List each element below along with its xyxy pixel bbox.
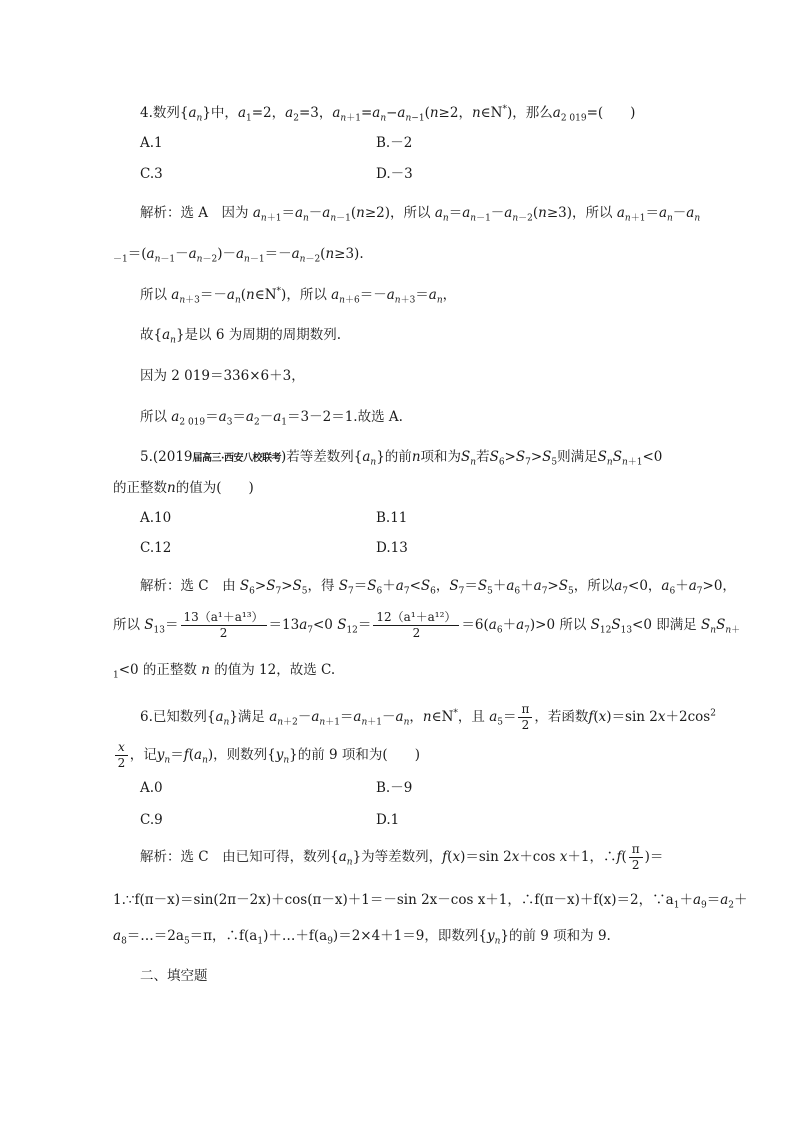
q4-solution-line-1: 解析：选 A 因为 $a_{n+1}=a_n-a_{n-1}(n\ge 2)$，所以 $a_n=a_{n-1}-a_{n-2}(n\ge 3)$，所以 $a_{n+1}=a_n-a_n$ xyxy=(140,205,701,224)
q4-solution-line-5: 因为 2 019＝336×6＋3， xyxy=(140,368,305,384)
fraction-pi-over-2-b: $\frac{\pi}{2}$ xyxy=(629,842,643,873)
q5-stem-line-1: 5.(2019届高三·西安八校联考)若等差数列$\{a_n\}$的前n项和为$S_n$若$S_6>S_7>S_5$则满足$S_nS_{n+1}<0$ xyxy=(140,449,663,468)
q5-solution-line-1: 解析：选 C 由 $S_6>S_7>S_5$，得 $S_7=S_6+a_7<S_6$，$S_7=S_5+a_6+a_7>S_5$，所以$a_7<0$，$a_6+a_7>0$， xyxy=(140,578,736,597)
q5-option-a: A.10 xyxy=(140,510,172,526)
fraction-13: $\frac{\text{13（a¹＋a¹³）}}{2}$ xyxy=(181,610,267,641)
q4-option-b: B.－2 xyxy=(376,135,413,151)
q4-option-a: A.1 xyxy=(140,135,163,151)
q5-source: 届高三·西安八校联考 xyxy=(192,453,281,464)
q4-option-d: D.－3 xyxy=(376,166,413,182)
q5-option-b: B.11 xyxy=(376,510,408,526)
fraction-pi-over-2: $\frac{\pi}{2}$ xyxy=(518,702,532,733)
q6-option-c: C.9 xyxy=(140,812,163,828)
q4-solution-line-4: 故$\{a_n\}$是以 6 为周期的周期数列. xyxy=(140,327,342,346)
fraction-x-over-2: $\frac{x}{2}$ xyxy=(115,740,128,771)
q6-solution-line-1: 解析：选 C 由已知可得，数列$\{a_n\}$为等差数列，f(x)＝sin 2x＋cos x＋1，∴f( $\frac{\pi}{2}$ )＝ xyxy=(140,842,664,872)
q5-option-d: D.13 xyxy=(376,540,408,556)
q6-stem-line-2: $\frac{x}{2}$ ，记$y_n=f(a_n)$，则数列$\{y_n\}$的前 9 项和为( ) xyxy=(113,738,420,772)
q4-solution-line-2: $_{-1}=(a_{n-1}-a_{n-2})-a_{n-1}=-a_{n-2}(n\ge 3)$. xyxy=(113,246,364,265)
q4-solution-line-3: 所以 $a_{n+3}=-a_n(n\in N^*)$，所以 $a_{n+6}=-a_{n+3}=a_n$， xyxy=(140,286,457,306)
q6-option-a: A.0 xyxy=(140,780,163,796)
q6-option-b: B.－9 xyxy=(376,780,413,796)
fraction-12: $\frac{\text{12（a¹＋a¹²）}}{2}$ xyxy=(373,610,459,641)
q6-option-d: D.1 xyxy=(376,812,400,828)
section-title: 二、填空题 xyxy=(140,968,208,984)
q5-solution-line-3: $_1$<0 的正整数 n 的值为 12，故选 C. xyxy=(113,662,336,681)
q6-stem-line-1: 6.已知数列$\{a_n\}$满足 $a_{n+2}-a_{n+1}=a_{n+1}-a_n$，n∈N*，且 $a_5=$ $\frac{\pi}{2}$ ，若函数f(x)＝sin $2x+2\cos^2$ xyxy=(140,702,716,732)
q5-option-c: C.12 xyxy=(140,540,172,556)
q6-solution-line-3: $a_8=\dots=2a_5=\pi$，$\therefore f(a_1)+\dots+f(a_9)=2\times 4+1=9$，即数列$\{y_n\}$的前 9 项和为 9. xyxy=(113,928,611,947)
q4-solution-line-6: 所以 $a_{2 019}=a_3=a_2-a_1=3-2=1$.故选 A. xyxy=(140,409,403,428)
q4-stem: 4.数列$\{a_n\}$中，$a_1=2$，$a_2=3$，$a_{n+1}=a_n-a_{n-1}(n\ge 2$，n∈N*)，那么$a_{2 019}=$( ) xyxy=(140,104,636,124)
q5-stem-line-2: 的正整数n的值为( ) xyxy=(113,480,254,496)
q6-solution-line-2: 1.∵f(π－x)＝sin(2π－2x)＋cos(π－x)＋1＝－sin 2x－cos x＋1，∴f(π－x)＋f(x)＝2，$\because a_1+a_9=a_2+$ xyxy=(113,892,748,911)
q5-solution-line-2: 所以 $S_{13}=$ $\frac{\text{13（a¹＋a¹³）}}{2}$ $=13a_7<0$ $S_{12}=$ $\frac{\text{12（a¹＋a¹²）}}{2}$ $=6(a_6+a_7)>0$ 所以 $S_{12}S_{13}<0$ 即满足 $S_nS_{n+}$ xyxy=(113,610,741,640)
q4-option-c: C.3 xyxy=(140,166,163,182)
